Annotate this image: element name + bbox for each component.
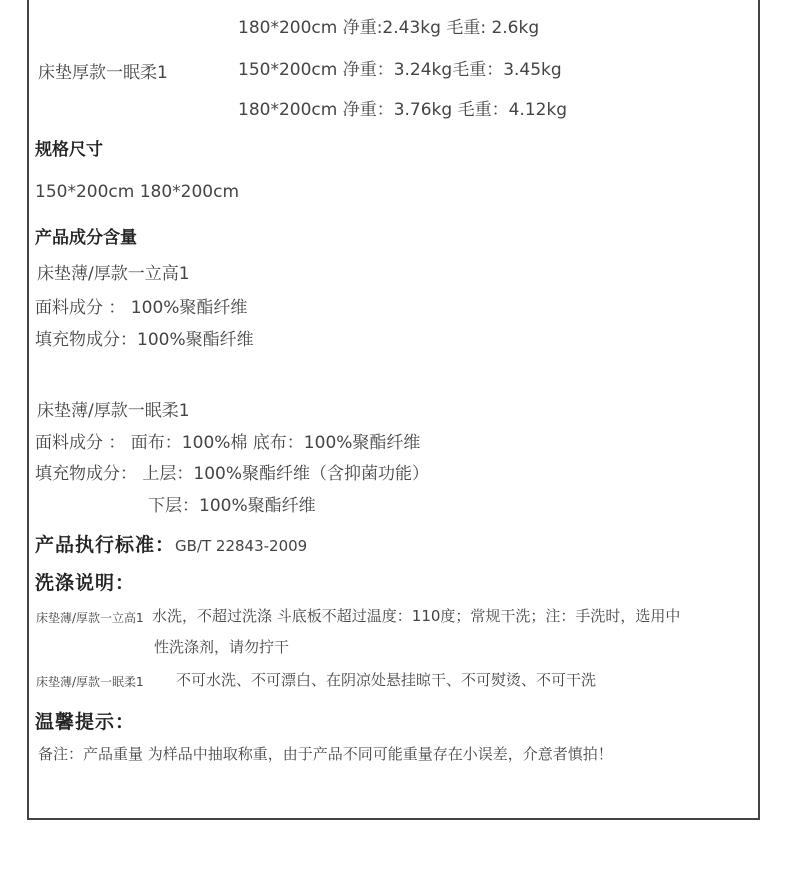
washing-text-1: 水洗，不超过洗涤 斗底板不超过温度：110度；常规干洗；注：手洗时，选用中 <box>152 607 681 625</box>
washing-product-2: 床垫薄/厚款一眠柔1 <box>36 675 144 689</box>
composition-heading: 产品成分含量 <box>35 228 137 248</box>
composition-filling-1: 填充物成分：100%聚酯纤维 <box>35 330 254 350</box>
composition-fabric-2: 面料成分 ： 面布：100%棉 底布：100%聚酯纤维 <box>35 433 421 453</box>
washing-heading: 洗涤说明： <box>35 572 136 594</box>
composition-product-2: 床垫薄/厚款一眠柔1 <box>37 401 190 421</box>
standard-value: GB/T 22843-2009 <box>175 537 308 555</box>
notice-heading: 温馨提示： <box>35 711 136 733</box>
notice-text: 备注：产品重量 为样品中抽取称重，由于产品不同可能重量存在小误差，介意者慎拍！ <box>38 745 613 763</box>
weight-row-3: 180*200cm 净重：3.76kg 毛重：4.12kg <box>238 100 568 120</box>
composition-product-1: 床垫薄/厚款一立高1 <box>37 264 190 284</box>
composition-filling-2-lower: 下层：100%聚酯纤维 <box>148 496 316 516</box>
weight-row-2: 150*200cm 净重：3.24kg毛重：3.45kg <box>238 60 562 80</box>
composition-fabric-1: 面料成分 ： 100%聚酯纤维 <box>35 298 248 318</box>
washing-product-1: 床垫薄/厚款一立高1 <box>36 611 144 625</box>
standard-line <box>35 530 307 557</box>
specs-value: 150*200cm 180*200cm <box>35 182 240 202</box>
product-name-mianrou: 床垫厚款一眠柔1 <box>38 63 168 83</box>
washing-text-2: 不可水洗、不可漂白、在阴凉处悬挂晾干、不可熨烫、不可干洗 <box>176 671 597 689</box>
weight-row-1: 180*200cm 净重:2.43kg 毛重: 2.6kg <box>238 18 540 38</box>
washing-text-1b: 性洗涤剂，请勿拧干 <box>154 638 290 656</box>
standard-label: 产品执行标准： <box>35 534 176 556</box>
composition-filling-2-upper: 填充物成分： 上层：100%聚酯纤维（含抑菌功能） <box>35 464 430 484</box>
specs-heading: 规格尺寸 <box>35 140 103 160</box>
